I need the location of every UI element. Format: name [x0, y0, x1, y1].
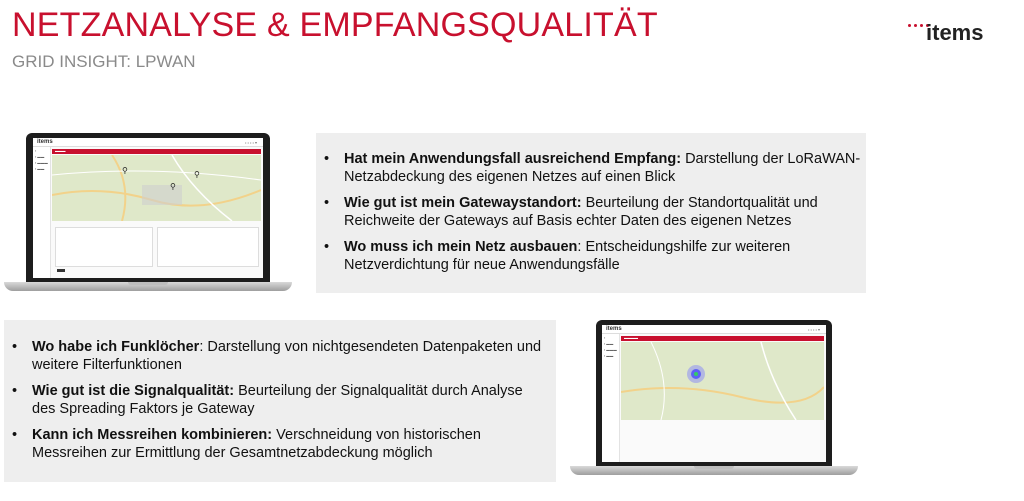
stats-card-left — [55, 227, 153, 267]
page-subtitle: GRID INSIGHT: LPWAN — [12, 52, 196, 71]
benefits-panel-bottom — [4, 320, 556, 482]
stats-card-right — [157, 227, 259, 267]
page-title: NETZANALYSE & EMPFANGSQUALITÄT — [12, 6, 658, 44]
svg-text:⚲: ⚲ — [122, 166, 128, 175]
bullet-item: • Wie gut ist mein Gatewaystandort: Beurteilung der Standortqualität und Reichweite der Gateways auf Basis echter Daten des eigenen Netzes — [324, 195, 818, 229]
bullet-item: • Wo muss ich mein Netz ausbauen: Entscheidungshilfe zur weiteren Netzverdichtung für neue Anwendungsfälle — [324, 239, 791, 273]
coverage-map — [52, 155, 261, 221]
laptop-screen: items • • • • ▾ ▪ ▪ ▬▬ ▪ ▬▬▬ ▪ ▬▬ ▬▬▬▬ — [602, 325, 826, 462]
bullet-item: • Kann ich Messreihen kombinieren: Verschneidung von historischen Messreihen zur Ermittlung der Gesamtnetzabdeckung möglich — [12, 427, 481, 461]
items-logo — [900, 10, 1010, 50]
bullet-item: • Wie gut ist die Signalqualität: Beurteilung der Signalqualität durch Analyse des Spreading Faktors je Gateway — [12, 383, 523, 417]
svg-text:⚲: ⚲ — [194, 170, 200, 179]
signal-heatmap — [621, 342, 824, 420]
laptop-screenshot-coverage — [4, 133, 292, 293]
laptop-screen: items • • • • ▾ ▪ ▪ ▬▬ ▪ ▬▬▬ ▪ ▬▬ ▬▬▬ ⚲ ⚲ ⚲ — [33, 138, 263, 278]
bullet-item: • Wo habe ich Funklöcher: Darstellung von nichtgesendeten Datenpaketen und weitere Filterfunktionen — [12, 339, 542, 373]
laptop-screenshot-heatmap — [570, 320, 858, 478]
bullet-item: • Hat mein Anwendungsfall ausreichend Empfang: Darstellung der LoRaWAN-Netzabdeckung des eigenen Netzes auf einen Blick — [324, 151, 861, 185]
svg-text:⚲: ⚲ — [170, 182, 176, 191]
benefits-panel-top — [316, 133, 866, 293]
logo-wordmark: items — [926, 20, 984, 45]
